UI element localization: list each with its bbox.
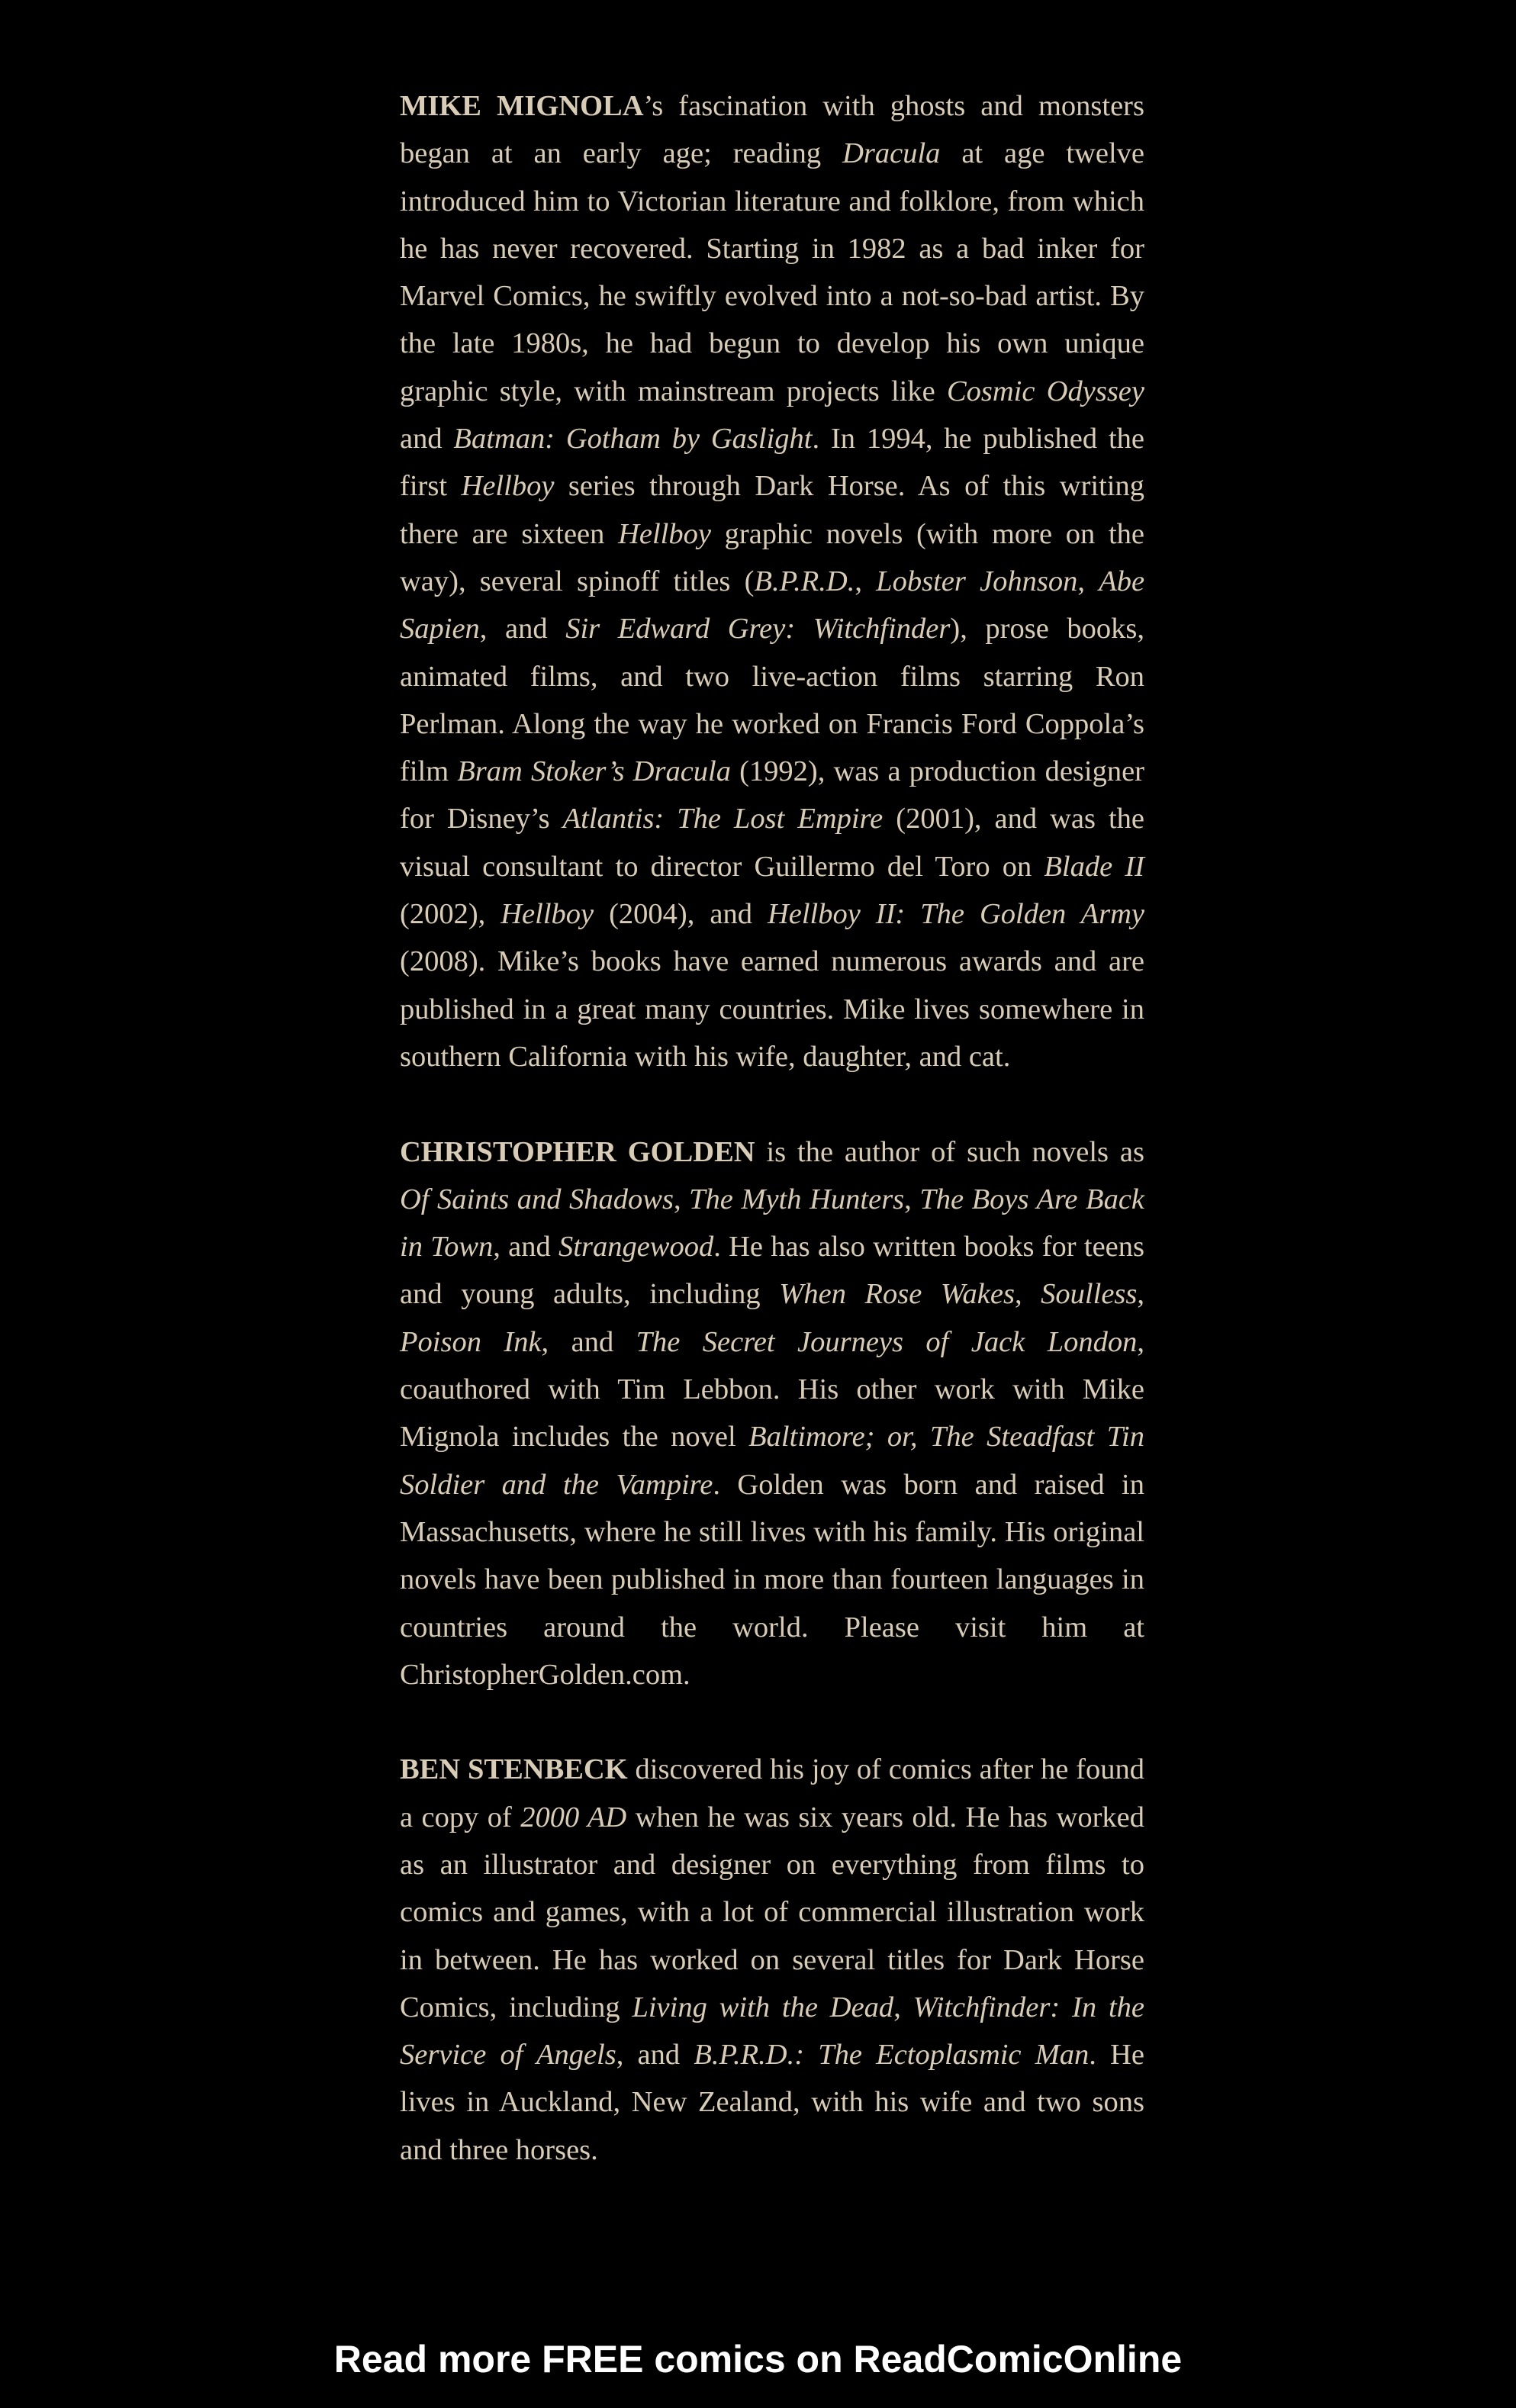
work-title: B.P.R.D.: The Ectoplasmic Man [694,2039,1090,2072]
bio-text: , [673,1183,690,1215]
bio-text: . Golden was born and raised in Massachusetts, where he still lives with his family. His original novels have been published in more than fourteen languages in countries around the world. Please visit him at ChristopherGolden.com. [400,1468,1145,1691]
bio-text: , and [541,1325,636,1358]
bio-text: , [1137,1278,1144,1311]
bio-text: discovered his joy of comics after he found a copy of [400,1753,1144,1833]
bio-text: , [855,565,877,597]
bio-text: (2008). Mike’s books have earned numerous awards and are published in a great many countries. Mike lives somewhere in southern California with his wife, daughter, and cat. [400,945,1144,1073]
bio-text: (2001), and was the visual consultant to director Guillermo del Toro on [400,803,1144,883]
bio-text: at age twelve introduced him to Victorian literature and folklore, from which he has never recovered. Starting in 1982 as a bad inker for Marvel Comics, he swiftly evolved into a not-so-bad artist. By the late 1980s, he had begun to develop his own unique graphic style, with mainstream projects like [400,137,1144,407]
bio-text: and [400,423,454,456]
bio-text: . He lives in Auckland, New Zealand, with his wife and two sons and three horses. [400,2039,1144,2166]
work-title: Of Saints and Shadows [400,1183,674,1215]
work-title: Soulless [1041,1278,1138,1311]
bio-text: , [1014,1278,1041,1311]
work-title: Bram Stoker’s Dracula [457,755,731,788]
bio-text: when he was six years old. He has worked as an illustrator and designer on everything from films to comics and games, with a lot of commercial illustration work in between. He has worked on several titles for Dark Horse Comics, including [400,1801,1145,2023]
work-title: Living with the Dead [632,1991,894,2023]
bio-mike-mignola [400,82,1144,1080]
bio-text: , coauthored with Tim Lebbon. His other work with Mike Mignola includes the novel [400,1325,1145,1453]
bio-text: (2002), [400,898,501,931]
work-title: The Boys Are Back in Town [400,1183,1144,1264]
work-title: Batman: Gotham by Gaslight [453,423,813,456]
bio-text: is the author of such novels as [755,1135,1144,1168]
work-title: The Secret Journeys of Jack London [636,1325,1138,1358]
work-title: Witchfinder: In the Service of Angels [400,1991,1144,2072]
bio-christopher-golden [400,1128,1144,1699]
author-name: MIKE MIGNOLA [400,90,644,122]
work-title: Atlantis: The Lost Empire [562,803,884,835]
bio-text: series through Dark Horse. As of this writing there are sixteen [400,470,1144,550]
bio-text: . In 1994, he published the first [400,423,1145,503]
work-title: Cosmic Odyssey [946,375,1144,407]
author-name: CHRISTOPHER GOLDEN [400,1135,755,1168]
work-title: B.P.R.D. [754,565,855,597]
work-title: The Myth Hunters [689,1183,905,1215]
bio-text: . He has also written books for teens and young adults, including [400,1231,1144,1311]
work-title: Blade II [1044,850,1144,883]
work-title: Strangewood [558,1231,714,1264]
work-title: When Rose Wakes [779,1278,1015,1311]
work-title: Hellboy [501,898,594,931]
bio-text: , and [479,613,566,645]
bio-text: , [1077,565,1099,597]
work-title: Sir Edward Grey: Witchfinder [565,613,951,645]
read-more-banner[interactable]: Read more FREE comics on ReadComicOnline [333,2338,1183,2381]
work-title: Baltimore; or, The Steadfast Tin Soldier and the Vampire [400,1421,1144,1501]
bio-text: (2004), and [594,898,768,931]
work-title: Lobster Johnson [876,565,1078,597]
work-title: Abe Sapien [400,565,1145,645]
work-title: Hellboy [461,470,555,503]
bio-text: (1992), was a production designer for Disney’s [400,755,1144,835]
bio-text: , [904,1183,920,1215]
bio-text: , and [616,2039,694,2072]
author-name: BEN STENBECK [400,1753,628,1786]
work-title: Hellboy [618,517,711,550]
bio-text: graphic novels (with more on the way), several spinoff titles ( [400,517,1144,597]
bio-text: ), prose books, animated films, and two live-action films starring Ron Perlman. Along the way he worked on Francis Ford Coppola’s film [400,613,1144,788]
bio-text: , and [493,1231,559,1264]
bio-column [400,82,1144,2221]
bio-text: , [893,1991,913,2023]
work-title: Dracula [842,137,941,170]
work-title: Hellboy II: The Golden Army [767,898,1144,931]
bio-ben-stenbeck [400,1746,1144,2174]
work-title: Poison Ink [400,1325,542,1358]
bio-text: ’s fascination with ghosts and monsters began at an early age; reading [400,90,1144,170]
work-title: 2000 AD [520,1801,627,1833]
